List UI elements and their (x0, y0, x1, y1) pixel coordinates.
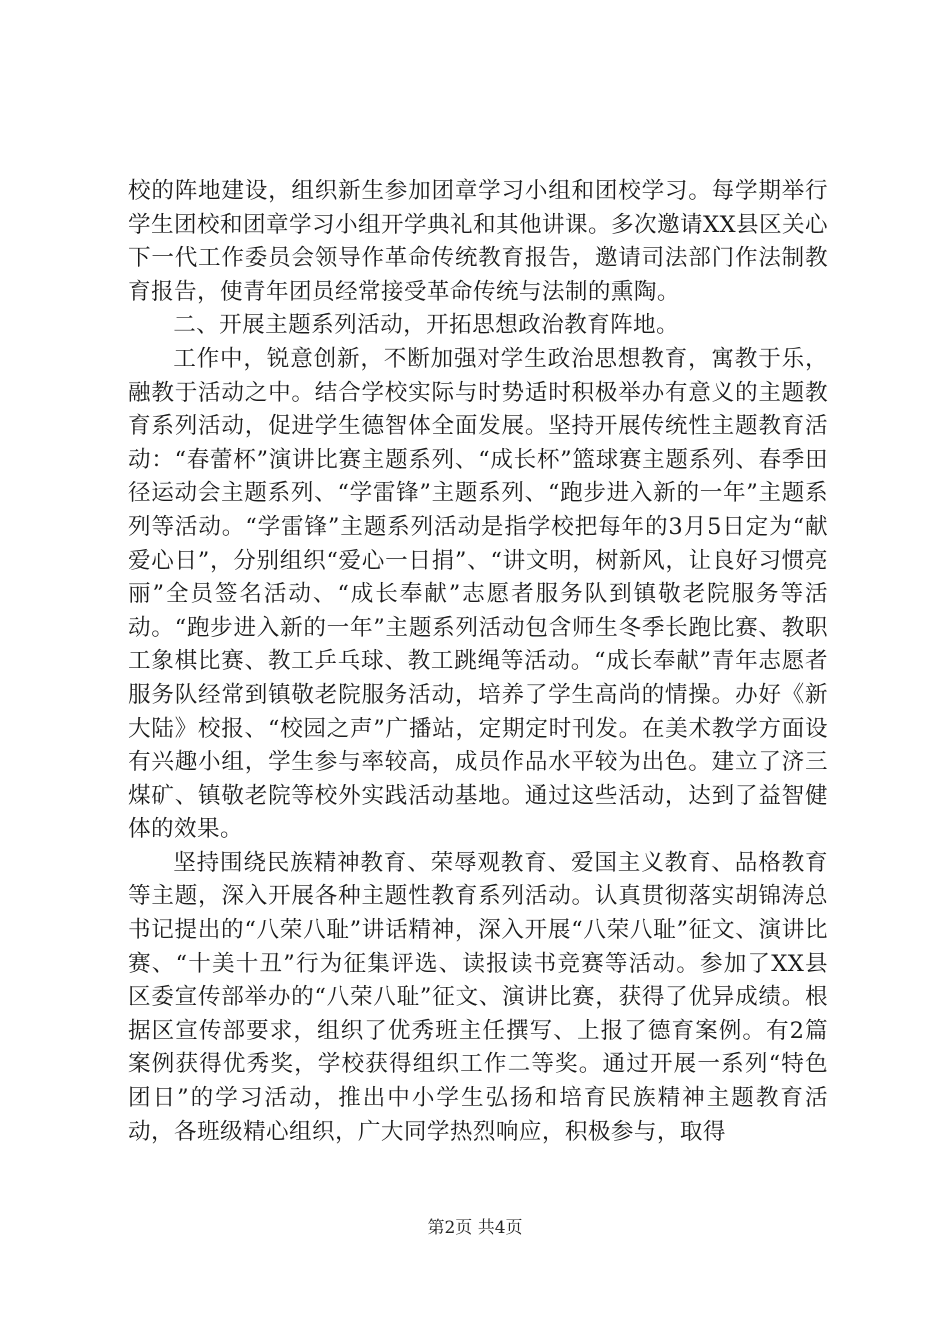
paragraph-3: 工作中，锐意创新，不断加强对学生政治思想教育，寓教于乐，融教于活动之中。结合学校实际与时势适时积极举办有意义的主题教育系列活动，促进学生德智体全面发展。坚持开展传统性主题教育活动：“春蕾杯”演讲比赛主题系列、“成长杯”篮球赛主题系列、春季田径运动会主题系列、“学雷锋”主题系列、“跑步进入新的一年”主题系列等活动。“学雷锋”主题系列活动是指学校把每年的3月5日定为“献爱心日”，分别组织“爱心一日捐”、“讲文明，树新风，让良好习惯亮丽”全员签名活动、“成长奉献”志愿者服务队到镇敬老院服务等活动。“跑步进入新的一年”主题系列活动包含师生冬季长跑比赛、教职工象棋比赛、教工乒乓球、教工跳绳等活动。“成长奉献”青年志愿者服务队经常到镇敬老院服务活动，培养了学生高尚的情操。办好《新大陆》校报、“校园之声”广播站，定期定时刊发。在美术教学方面设有兴趣小组，学生参与率较高，成员作品水平较为出色。建立了济三煤矿、镇敬老院等校外实践活动基地。通过这些活动，达到了益智健体的效果。 (128, 345, 828, 843)
section-heading-2: 二、开展主题系列活动，开拓思想政治教育阵地。 (173, 312, 680, 339)
paragraph-4: 坚持围绕民族精神教育、荣辱观教育、爱国主义教育、品格教育等主题，深入开展各种主题性教育系列活动。认真贯彻落实胡锦涛总书记提出的“八荣八耻”讲话精神，深入开展“八荣八耻”征文、演讲比赛、“十美十丑”行为征集评选、读报读书竞赛等活动。参加了XX县区委宣传部举办的“八荣八耻”征文、演讲比赛，获得了优异成绩。根据区宣传部要求，组织了优秀班主任撰写、上报了德育案例。有2篇案例获得优秀奖，学校获得组织工作二等奖。通过开展一系列“特色团日”的学习活动，推出中小学生弘扬和培育民族精神主题教育活动，各班级精心组织，广大同学热烈响应，积极参与，取得 (128, 849, 828, 1145)
document-body (128, 175, 828, 1149)
page-number-footer: 第2页 共4页 (427, 1218, 523, 1238)
paragraph-1: 校的阵地建设，组织新生参加团章学习小组和团校学习。每学期举行学生团校和团章学习小组开学典礼和其他讲课。多次邀请XX县区关心下一代工作委员会领导作革命传统教育报告，邀请司法部门作法制教育报告，使青年团员经常接受革命传统与法制的熏陶。 (128, 178, 828, 305)
